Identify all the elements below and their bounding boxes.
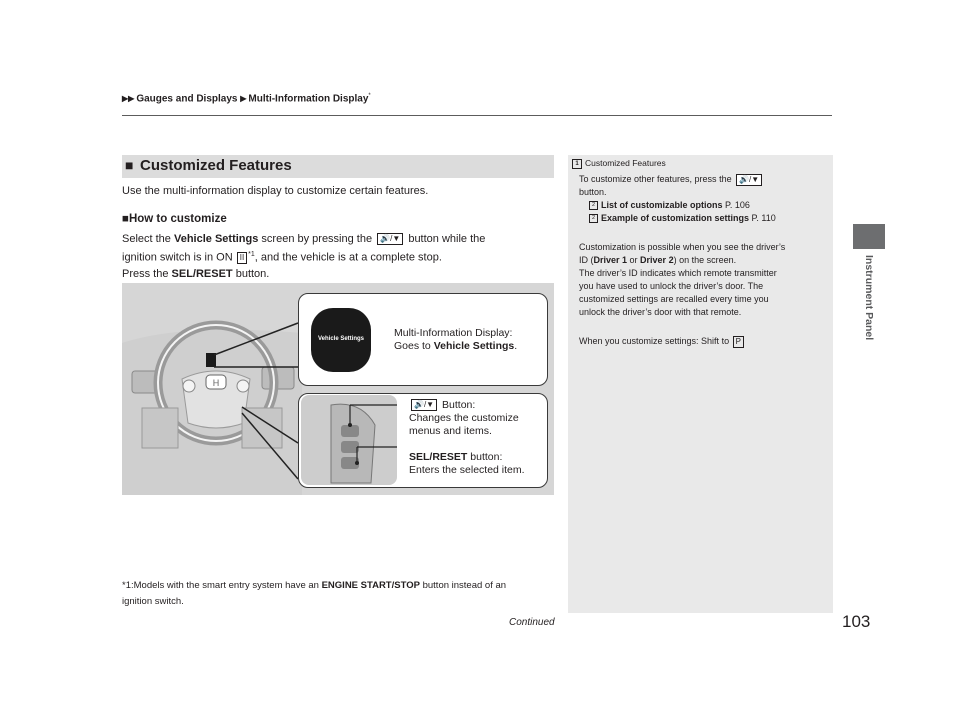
continued-label: Continued — [509, 617, 555, 628]
breadcrumb — [122, 93, 371, 104]
chapter-tab — [853, 224, 885, 249]
volume-down-button-icon: 🔊/▼ — [377, 233, 403, 245]
steering-buttons-closeup — [301, 395, 397, 485]
section-title: Customized Features — [140, 157, 292, 174]
reference-arrow-icon: 2 — [589, 214, 598, 223]
footnote: *1:Models with the smart entry system have an ENGINE START/STOP button instead of an ignition switch. — [122, 580, 507, 607]
breadcrumb-asterisk: * — [368, 93, 371, 99]
steering-wheel-illustration — [122, 283, 554, 495]
ref-example-customization[interactable]: 2 Example of customization settings P. 110 — [579, 212, 824, 225]
sel-reset-callout-text: SEL/RESET button: Enters the selected item. — [409, 451, 525, 476]
volume-button-callout-text: 🔊/▼ Button: Changes the customize menus and items. — [409, 399, 519, 437]
display-callout — [298, 293, 548, 386]
buttons-callout — [298, 393, 548, 488]
side-note-paragraph-3: When you customize settings: Shift to P — [579, 335, 824, 348]
ignition-on-icon: II — [237, 252, 247, 264]
breadcrumb-item-gauges[interactable]: Gauges and Displays — [136, 93, 238, 105]
header-rule — [122, 115, 832, 116]
volume-down-button-icon: 🔊/▼ — [736, 174, 762, 186]
breadcrumb-arrow-icon: ▶ — [240, 94, 247, 104]
volume-down-button-icon: 🔊/▼ — [411, 399, 437, 411]
subsection-title: ■How to customize — [122, 213, 227, 225]
section-square-icon: ■ — [125, 157, 134, 173]
note-marker-icon: 1 — [572, 159, 582, 169]
reference-arrow-icon: 2 — [589, 201, 598, 210]
chapter-label: Instrument Panel — [863, 255, 875, 341]
section-header — [122, 155, 554, 178]
page-number: 103 — [842, 612, 871, 631]
display-callout-text: Multi-Information Display: Goes to Vehicle Settings. — [394, 327, 518, 352]
park-position-icon: P — [733, 336, 744, 348]
breadcrumb-item-mid[interactable]: Multi-Information Display — [248, 93, 369, 105]
side-note-paragraph-1: To customize other features, press the 🔊/▼ button. 2 List of customizable options P. 106 2 Example of customization settings P. 110 — [579, 173, 824, 225]
side-note-panel — [568, 155, 833, 613]
side-note-header: 1 Customized Features — [572, 158, 666, 169]
breadcrumb-arrow-icon: ▶▶ — [122, 94, 135, 104]
side-note-paragraph-2: Customization is possible when you see the driver’s ID (Driver 1 or Driver 2) on the screen. The driver’s ID indicates which remote transmitter you have used to unlock the driver’s door. The customized settings are recalled every time you unlock the driver’s door with that remote. — [579, 242, 786, 317]
vehicle-settings-screen: Vehicle Settings — [311, 308, 371, 372]
instruction-text: Select the Vehicle Settings screen by pressing the 🔊/▼ button while the ignition switch is in ON II $^{*1}$, and the vehicle is at a complete stop. Press the SEL/RESET button. — [122, 233, 486, 280]
svg-text:H: H — [212, 378, 220, 388]
intro-text: Use the multi-information display to customize certain features. — [122, 185, 429, 197]
ref-list-customizable-options[interactable]: 2 List of customizable options P. 106 — [579, 199, 824, 212]
